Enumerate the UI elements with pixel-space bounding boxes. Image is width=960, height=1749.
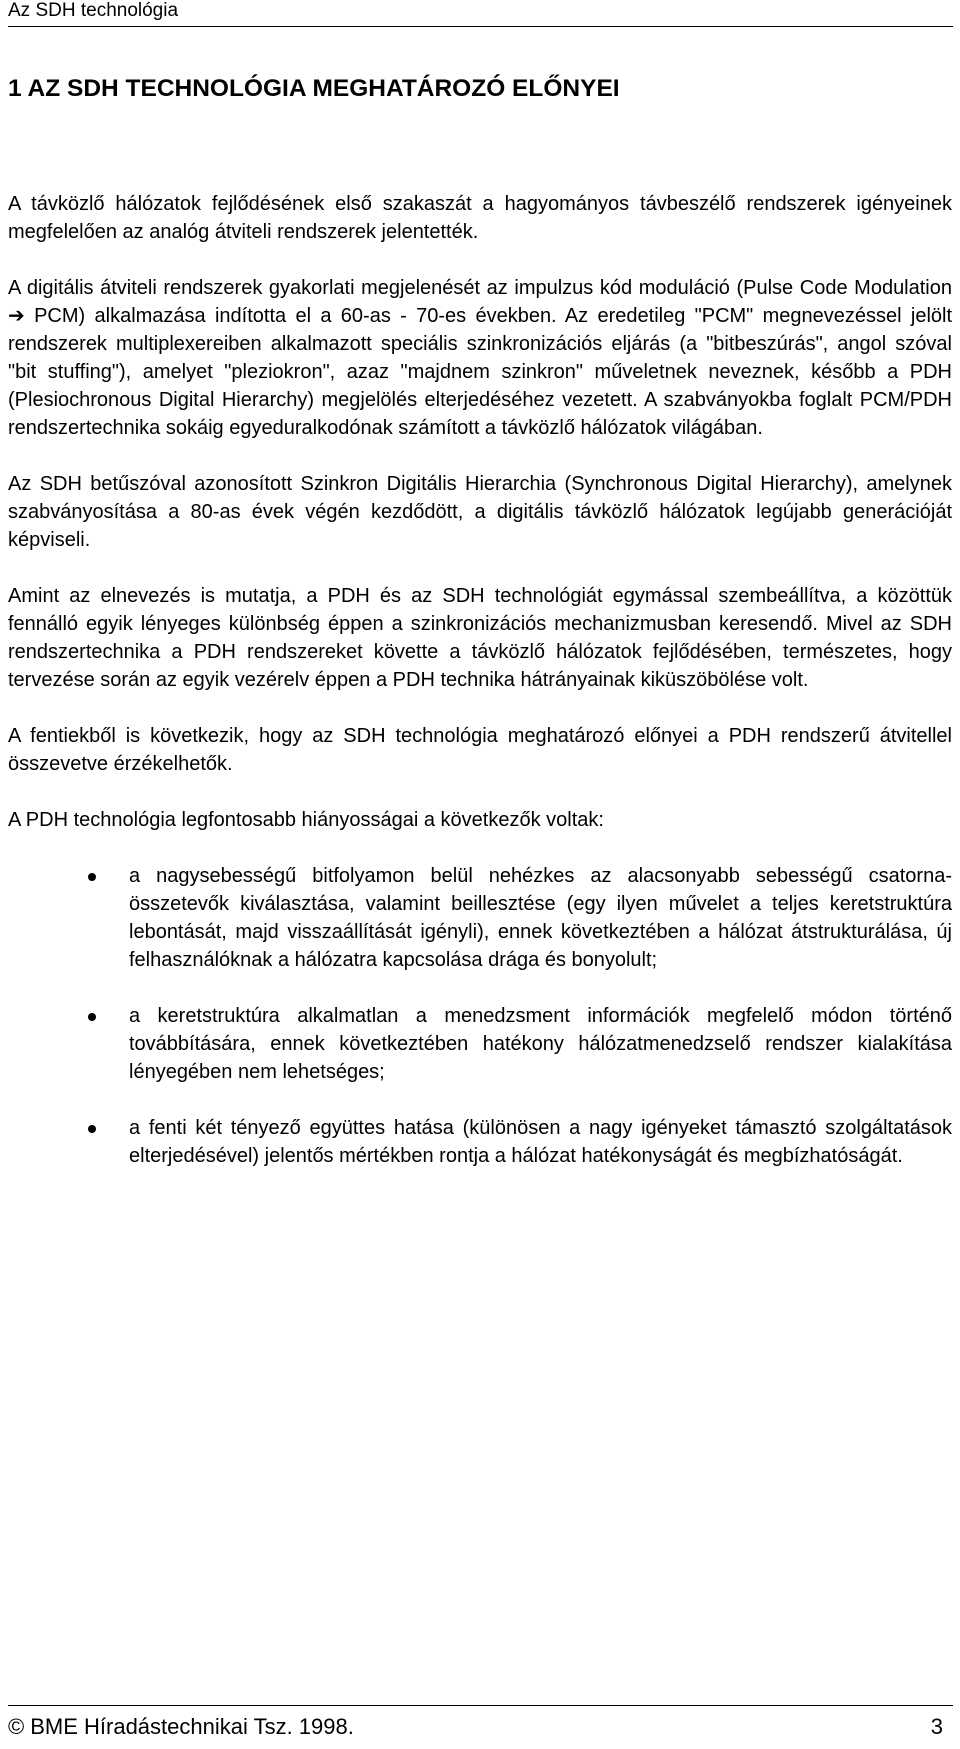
footer-divider bbox=[8, 1705, 953, 1706]
section-title: 1 AZ SDH TECHNOLÓGIA MEGHATÁROZÓ ELŐNYEI bbox=[8, 75, 620, 102]
list-item bbox=[8, 862, 952, 974]
running-header: Az SDH technológia bbox=[8, 0, 179, 21]
footer-copyright bbox=[8, 1714, 354, 1740]
bullet-icon bbox=[88, 1013, 96, 1021]
pcm-text-before-arrow: A digitális átviteli rendszerek gyakorlati megjelenését az impulzus kód moduláció (Pulse Code Modulation bbox=[8, 277, 952, 299]
list-item-text: a keretstruktúra alkalmatlan a menedzsment információk megfelelő módon történő továbbítására, ennek következtében hatékony hálózatmenedzselő rendszer kialakítása lényegében nem lehetséges; bbox=[129, 1005, 952, 1083]
header-divider bbox=[8, 26, 953, 27]
pcm-text-after-arrow: PCM) alkalmazása indította el a 60-as - 70-es években. Az eredetileg "PCM" megnevezéssel jelölt rendszerek multiplexereiben alkalmazott speciális szinkronizációs eljárás (a "bitbeszúrás", angol szóval "bit stuffing"), amelyet "pleziokron", azaz "majdnem szinkron" műveletnek neveznek, később a PDH (Plesiochronous Digital Hierarchy) megjelölés elterjedéséhez vezetett. A szabványokba foglalt PCM/PDH rendszertechnika sokáig egyeduralkodónak számított a távközlő hálózatok világában. bbox=[8, 305, 953, 439]
footer-organization: BME Híradástechnikai Tsz. 1998. bbox=[30, 1714, 354, 1739]
bullet-icon bbox=[88, 1125, 96, 1133]
copyright-icon: © bbox=[8, 1714, 25, 1739]
paragraph-list-intro: A PDH technológia legfontosabb hiányosságai a következők voltak: bbox=[8, 809, 604, 831]
paragraph-advantages: A fentiekből is következik, hogy az SDH technológia meghatározó előnyei a PDH rendszerű átvitellel összevetve érzékelhetők. bbox=[8, 725, 952, 775]
list-item bbox=[8, 1114, 952, 1170]
paragraph-sdh-definition: Az SDH betűszóval azonosított Szinkron Digitális Hierarchia (Synchronous Digital Hierarchy), amelynek szabványosítása a 80-as évek végén kezdődött, a digitális távközlő hálózatok legújabb generációját képviseli. bbox=[8, 473, 952, 551]
pdh-drawbacks-list bbox=[8, 862, 952, 1170]
paragraph-comparison: Amint az elnevezés is mutatja, a PDH és az SDH technológiát egymással szembeállítva, a közöttük fennálló egyik lényeges különbség éppen a szinkronizációs mechanizmusban keresendő. Mivel az SDH rendszertechnika a PDH rendszereket követte a távközlő hálózatok fejlődésében, természetes, hogy tervezése során az egyik vezérelv éppen a PDH technika hátrányainak kiküszöbölése volt. bbox=[8, 585, 952, 691]
page-number: 3 bbox=[930, 1714, 943, 1739]
bullet-icon bbox=[88, 873, 96, 881]
right-arrow-icon: ➔ bbox=[8, 305, 25, 327]
paragraph-1: A távközlő hálózatok fejlődésének első szakaszát a hagyományos távbeszélő rendszerek igényeinek megfelelően az analóg átviteli rendszerek jelentették. bbox=[8, 193, 952, 243]
list-item bbox=[8, 1002, 952, 1086]
list-item-text: a fenti két tényező együttes hatása (különösen a nagy igényeket támasztó szolgáltatások elterjedésével) jelentős mértékben rontja a hálózat hatékonyságát és megbízhatóságát. bbox=[129, 1117, 952, 1167]
paragraph-pcm bbox=[8, 274, 952, 442]
list-item-text: a nagysebességű bitfolyamon belül nehézkes az alacsonyabb sebességű csatorna-összetevők kiválasztása, valamint beillesztése (egy ilyen művelet a teljes keretstruktúra lebontását, majd visszaállítását igényli), ennek következtében a hálózat átstrukturálása, új felhasználóknak a hálózatra kapcsolása drága és bonyolult; bbox=[129, 865, 952, 971]
document-body bbox=[8, 190, 952, 1198]
